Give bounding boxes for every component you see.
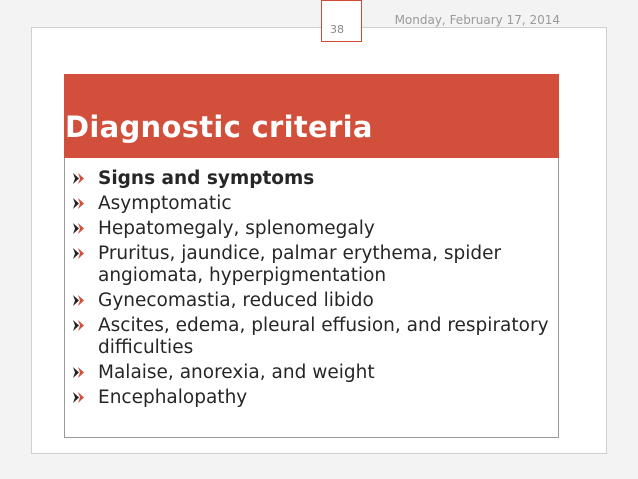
bullet-item xyxy=(71,243,556,287)
bullet-text: Signs and symptoms xyxy=(98,168,315,189)
chevron-bullet-icon xyxy=(73,198,86,209)
chevron-bullet-icon xyxy=(73,173,86,184)
bullet-item xyxy=(71,387,556,409)
bullet-item xyxy=(71,193,556,215)
chevron-bullet-icon xyxy=(73,367,86,378)
bullet-item xyxy=(71,315,556,359)
bullet-item xyxy=(71,362,556,384)
bullet-item xyxy=(71,290,556,312)
chevron-bullet-icon xyxy=(73,392,86,403)
bullet-list xyxy=(71,168,556,412)
slide-title: Diagnostic criteria xyxy=(65,110,373,144)
date-stamp: Monday, February 17, 2014 xyxy=(394,13,560,27)
chevron-bullet-icon xyxy=(73,295,86,306)
page-number: 38 xyxy=(330,23,344,36)
bullet-item xyxy=(71,168,556,190)
chevron-bullet-icon xyxy=(73,223,86,234)
bullet-item xyxy=(71,218,556,240)
bullet-text: Pruritus, jaundice, palmar erythema, spider angiomata, hyperpigmentation xyxy=(98,243,502,286)
bullet-text: Encephalopathy xyxy=(98,387,248,408)
bullet-text: Malaise, anorexia, and weight xyxy=(98,362,375,383)
bullet-text: Ascites, edema, pleural effusion, and respiratory difficulties xyxy=(98,315,549,358)
bullet-text: Hepatomegaly, splenomegaly xyxy=(98,218,375,239)
bullet-text: Asymptomatic xyxy=(98,193,232,214)
chevron-bullet-icon xyxy=(73,320,86,331)
chevron-bullet-icon xyxy=(73,248,86,259)
bullet-text: Gynecomastia, reduced libido xyxy=(98,290,374,311)
